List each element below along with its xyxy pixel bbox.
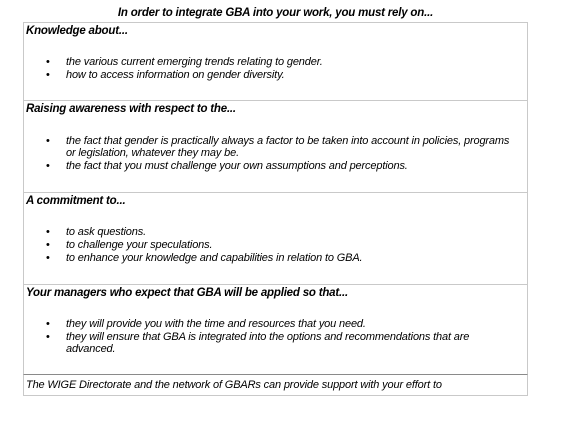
- bullet-list: [46, 135, 515, 172]
- list-item: [46, 160, 515, 172]
- bullet-icon: •: [46, 160, 50, 172]
- list-item: [46, 226, 515, 238]
- list-item-text: how to access information on gender diversity.: [66, 69, 285, 81]
- section-heading: Your managers who expect that GBA will be applied so that...: [26, 287, 348, 299]
- list-item: [46, 69, 515, 81]
- bullet-icon: •: [46, 226, 50, 238]
- bullet-icon: •: [46, 135, 50, 147]
- list-item-text: they will ensure that GBA is integrated into the options and recommendations that are advanced.: [66, 331, 470, 355]
- section-heading: Raising awareness with respect to the...: [26, 103, 236, 115]
- list-item-text: to enhance your knowledge and capabilities in relation to GBA.: [66, 252, 363, 264]
- list-item-text: the fact that gender is practically always a factor to be taken into account in policies, programs or legislation, whatever they may be.: [66, 135, 510, 159]
- section-awareness: [23, 101, 528, 193]
- list-item: [46, 135, 515, 159]
- section-commitment: [23, 193, 528, 285]
- bullet-icon: •: [46, 69, 50, 81]
- bullet-icon: •: [46, 56, 50, 68]
- list-item: [46, 252, 515, 264]
- section-heading: Knowledge about...: [26, 25, 128, 37]
- list-item: [46, 56, 515, 68]
- list-item-text: the fact that you must challenge your own assumptions and perceptions.: [66, 160, 408, 172]
- list-item-text: they will provide you with the time and resources that you need.: [66, 318, 366, 330]
- section-support: [23, 375, 528, 396]
- list-item: [46, 331, 515, 355]
- bullet-icon: •: [46, 318, 50, 330]
- bullet-list: [46, 226, 515, 264]
- section-heading: A commitment to...: [26, 195, 126, 207]
- bullet-icon: •: [46, 331, 50, 343]
- support-text: The WIGE Directorate and the network of GBARs can provide support with your effort to: [26, 379, 442, 391]
- bullet-icon: •: [46, 252, 50, 264]
- section-managers: [23, 285, 528, 375]
- list-item: [46, 318, 515, 330]
- bullet-list: [46, 318, 515, 355]
- bullet-icon: •: [46, 239, 50, 251]
- bullet-list: [46, 56, 515, 81]
- page-title: In order to integrate GBA into your work, you must rely on...: [117, 7, 434, 19]
- content-table: [23, 22, 528, 396]
- list-item-text: to challenge your speculations.: [66, 239, 213, 251]
- list-item-text: the various current emerging trends relating to gender.: [66, 56, 323, 68]
- section-knowledge: [23, 23, 528, 101]
- list-item-text: to ask questions.: [66, 226, 146, 238]
- list-item: [46, 239, 515, 251]
